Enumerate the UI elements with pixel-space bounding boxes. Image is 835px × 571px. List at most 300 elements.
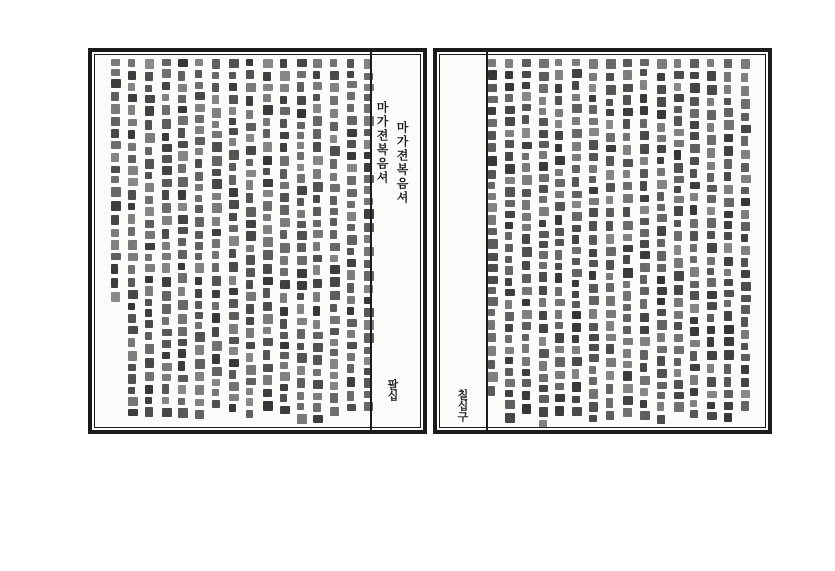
glyph (741, 59, 750, 69)
glyph (330, 243, 340, 251)
glyph (178, 190, 186, 200)
glyph (741, 401, 749, 411)
glyph (674, 220, 681, 227)
glyph (330, 255, 338, 262)
glyph (347, 270, 355, 280)
glyph (297, 122, 305, 129)
glyph (263, 129, 270, 138)
glyph (640, 287, 649, 295)
glyph (505, 106, 515, 114)
glyph (128, 326, 138, 334)
glyph (280, 319, 287, 329)
glyph (674, 271, 684, 281)
glyph (246, 353, 253, 362)
glyph (589, 389, 598, 399)
glyph (488, 170, 496, 179)
glyph (623, 145, 631, 155)
glyph (145, 385, 153, 394)
glyph (741, 175, 751, 183)
glyph (347, 296, 355, 304)
glyph (162, 119, 171, 129)
glyph (246, 70, 254, 79)
glyph (145, 254, 152, 261)
glyph (162, 277, 171, 287)
glyph (212, 131, 222, 138)
glyph (195, 59, 203, 66)
glyph (572, 407, 582, 416)
glyph (623, 255, 630, 264)
glyph (111, 292, 120, 302)
glyph (145, 196, 153, 204)
glyph (657, 264, 666, 272)
glyph (488, 59, 496, 67)
glyph (162, 144, 172, 152)
glyph (674, 258, 683, 268)
glyph (111, 187, 121, 197)
glyph (589, 377, 597, 385)
glyph (195, 322, 202, 329)
glyph (572, 311, 581, 319)
glyph (589, 208, 598, 217)
glyph (246, 398, 253, 406)
glyph (145, 286, 153, 296)
glyph (657, 287, 667, 295)
glyph (640, 131, 649, 140)
glyph (229, 249, 236, 258)
glyph (263, 190, 273, 197)
glyph (690, 375, 698, 385)
glyph (229, 59, 239, 68)
glyph (674, 163, 683, 173)
glyph (347, 201, 355, 208)
glyph (297, 109, 306, 118)
glyph (313, 104, 321, 113)
glyph (347, 59, 354, 68)
glyph (128, 265, 135, 274)
glyph (145, 299, 152, 306)
glyph (145, 320, 153, 328)
glyph (162, 166, 172, 175)
glyph (555, 371, 565, 379)
glyph (690, 59, 699, 68)
glyph (539, 374, 548, 382)
glyph (313, 142, 321, 152)
glyph (330, 184, 340, 192)
glyph (313, 71, 320, 79)
glyph (657, 123, 665, 132)
glyph (128, 397, 138, 406)
glyph (128, 303, 135, 310)
glyph (229, 404, 236, 412)
glyph (195, 301, 202, 309)
glyph (623, 396, 633, 405)
glyph (347, 71, 354, 78)
text-column (211, 57, 223, 425)
glyph (539, 207, 549, 216)
glyph (111, 253, 121, 260)
glyph (111, 79, 121, 88)
glyph (111, 104, 120, 114)
glyph (589, 198, 599, 205)
glyph (741, 210, 749, 219)
glyph (128, 143, 136, 151)
glyph (690, 109, 699, 118)
glyph (488, 297, 498, 306)
glyph (195, 172, 203, 181)
glyph (690, 281, 699, 288)
glyph (178, 203, 187, 211)
glyph (111, 117, 120, 126)
glyph (522, 59, 531, 67)
glyph (145, 72, 153, 81)
glyph (246, 123, 256, 131)
glyph (488, 239, 498, 249)
glyph (280, 293, 287, 303)
glyph (195, 345, 204, 355)
glyph (330, 339, 338, 346)
glyph (195, 399, 204, 406)
glyph (364, 84, 374, 91)
glyph (572, 357, 582, 366)
glyph (674, 311, 683, 319)
glyph (488, 193, 496, 200)
glyph (606, 384, 613, 394)
glyph (707, 412, 717, 420)
text-column (487, 57, 499, 425)
glyph (707, 278, 716, 287)
glyph (572, 59, 580, 66)
glyph (263, 59, 273, 68)
glyph (145, 344, 154, 354)
glyph (539, 241, 548, 248)
glyph (623, 194, 633, 203)
glyph (674, 334, 683, 342)
glyph (364, 223, 374, 232)
glyph (674, 298, 683, 307)
glyph (313, 82, 322, 90)
glyph (707, 326, 715, 334)
glyph (280, 96, 287, 104)
glyph (623, 338, 633, 345)
glyph (539, 72, 549, 81)
glyph (606, 120, 613, 129)
left-page-running-head: 마가젼복음셔 (375, 101, 389, 185)
glyph (572, 212, 582, 221)
glyph (145, 106, 154, 116)
glyph (297, 152, 304, 160)
glyph (741, 390, 750, 398)
glyph (589, 59, 598, 69)
glyph (572, 323, 581, 332)
glyph (313, 320, 320, 329)
glyph (606, 133, 615, 142)
glyph (724, 402, 733, 410)
glyph (690, 97, 699, 106)
glyph (229, 382, 239, 391)
glyph (212, 341, 222, 351)
glyph (657, 180, 667, 189)
glyph (297, 293, 304, 300)
glyph (229, 288, 238, 295)
glyph (488, 333, 496, 342)
glyph (522, 247, 532, 257)
glyph (313, 116, 322, 126)
glyph (657, 369, 667, 378)
glyph (263, 350, 270, 360)
glyph (572, 382, 581, 392)
glyph (505, 244, 513, 252)
glyph (313, 242, 320, 251)
glyph (347, 92, 355, 100)
glyph (707, 291, 717, 299)
glyph (555, 310, 562, 319)
glyph (195, 410, 204, 419)
right-page-header-strip (440, 59, 484, 423)
glyph (623, 159, 633, 167)
glyph (522, 163, 530, 172)
glyph (128, 166, 138, 175)
glyph (522, 142, 532, 149)
glyph (623, 234, 632, 241)
glyph (539, 311, 547, 320)
glyph (246, 245, 254, 252)
glyph (347, 342, 357, 349)
glyph (724, 120, 734, 130)
glyph (589, 128, 599, 136)
glyph (657, 415, 665, 424)
glyph (555, 383, 564, 390)
glyph (280, 156, 289, 166)
glyph (297, 281, 307, 290)
glyph (195, 195, 202, 202)
glyph (555, 287, 562, 296)
glyph (589, 309, 597, 319)
glyph (690, 244, 697, 252)
glyph (313, 182, 323, 192)
text-column (312, 57, 324, 425)
glyph (589, 153, 598, 161)
glyph (347, 283, 354, 293)
glyph (263, 250, 273, 260)
glyph (505, 379, 515, 387)
glyph (330, 291, 340, 300)
glyph (606, 59, 616, 69)
glyph (555, 333, 564, 343)
glyph (488, 70, 497, 80)
glyph (313, 380, 323, 389)
glyph (330, 135, 337, 143)
glyph (178, 71, 185, 81)
glyph (522, 71, 531, 78)
text-column (228, 57, 240, 425)
glyph (111, 153, 119, 162)
glyph (263, 264, 272, 274)
glyph (741, 99, 750, 109)
glyph (162, 340, 171, 348)
glyph (212, 327, 219, 337)
glyph (145, 133, 155, 143)
glyph (623, 408, 632, 417)
glyph (330, 96, 338, 105)
glyph (539, 151, 547, 159)
glyph (724, 185, 733, 194)
glyph (162, 133, 169, 141)
glyph (623, 291, 631, 301)
glyph (606, 310, 616, 318)
glyph (162, 69, 171, 78)
glyph (280, 143, 287, 152)
glyph (572, 142, 581, 151)
glyph (111, 59, 120, 66)
glyph (229, 337, 239, 344)
glyph (330, 316, 340, 324)
glyph (623, 133, 630, 141)
glyph (195, 92, 205, 100)
glyph (488, 131, 496, 140)
glyph (162, 363, 172, 371)
glyph (505, 83, 514, 91)
glyph (178, 287, 185, 296)
glyph (246, 378, 256, 385)
glyph (195, 385, 204, 395)
glyph (674, 206, 683, 216)
glyph (263, 338, 273, 346)
glyph (162, 263, 170, 273)
glyph (364, 308, 374, 317)
glyph (572, 258, 580, 265)
glyph (145, 276, 153, 283)
glyph (162, 317, 169, 325)
glyph (640, 206, 649, 214)
glyph (128, 203, 135, 210)
glyph (297, 378, 305, 388)
glyph (212, 290, 220, 298)
glyph (297, 256, 307, 265)
glyph (572, 94, 580, 101)
glyph (640, 350, 648, 360)
glyph (111, 176, 119, 183)
glyph (690, 340, 700, 347)
glyph (313, 169, 321, 179)
glyph (539, 118, 548, 126)
glyph (539, 108, 546, 115)
glyph (162, 253, 171, 260)
glyph (572, 346, 580, 354)
glyph (280, 394, 287, 402)
glyph (330, 277, 340, 287)
text-column (605, 57, 617, 425)
glyph (212, 59, 220, 69)
glyph (229, 276, 236, 285)
glyph (572, 81, 579, 90)
glyph (347, 140, 356, 148)
glyph (297, 221, 306, 228)
glyph (364, 271, 374, 281)
glyph (229, 72, 236, 79)
glyph (505, 390, 513, 397)
glyph (522, 287, 532, 295)
text-column (656, 57, 668, 425)
glyph (539, 420, 547, 428)
glyph (505, 222, 513, 229)
glyph (589, 284, 598, 293)
glyph (162, 216, 172, 225)
glyph (313, 332, 323, 339)
glyph (195, 242, 203, 250)
glyph (623, 182, 632, 190)
glyph (128, 71, 136, 80)
glyph (674, 59, 681, 68)
text-column (571, 57, 583, 425)
glyph (212, 169, 221, 176)
glyph (522, 92, 531, 101)
glyph (657, 85, 666, 94)
glyph (313, 195, 320, 203)
glyph (297, 164, 304, 171)
glyph (657, 239, 665, 247)
glyph (707, 173, 714, 182)
glyph (145, 397, 152, 404)
glyph (229, 312, 239, 320)
glyph (741, 317, 748, 327)
glyph (246, 193, 253, 203)
glyph (128, 338, 135, 347)
glyph (280, 119, 287, 128)
glyph (229, 118, 236, 125)
glyph (741, 270, 750, 278)
glyph (724, 85, 731, 94)
glyph (229, 200, 239, 209)
glyph (128, 409, 138, 416)
glyph (555, 84, 562, 93)
glyph (539, 220, 546, 227)
glyph (364, 175, 374, 183)
left-page-header-strip (374, 59, 418, 423)
glyph (724, 390, 733, 398)
glyph (539, 349, 549, 358)
glyph (178, 151, 188, 161)
glyph (229, 299, 238, 308)
glyph (195, 184, 203, 191)
glyph (145, 220, 154, 228)
glyph (347, 330, 355, 338)
glyph (145, 147, 152, 155)
glyph (589, 187, 598, 194)
glyph (297, 343, 304, 350)
glyph (640, 169, 648, 178)
glyph (522, 175, 532, 185)
glyph (212, 108, 221, 118)
glyph (488, 372, 498, 382)
glyph (128, 190, 136, 200)
glyph (724, 377, 731, 387)
glyph (539, 395, 549, 403)
glyph (741, 305, 750, 314)
glyph (330, 349, 338, 356)
glyph (145, 243, 155, 250)
glyph (263, 84, 273, 91)
glyph (145, 59, 154, 69)
glyph (128, 119, 137, 126)
glyph (229, 175, 236, 185)
glyph (263, 201, 272, 211)
glyph (707, 59, 714, 67)
glyph (229, 150, 239, 160)
glyph (623, 281, 630, 288)
glyph (522, 310, 532, 319)
glyph (313, 369, 321, 376)
glyph (741, 113, 749, 121)
